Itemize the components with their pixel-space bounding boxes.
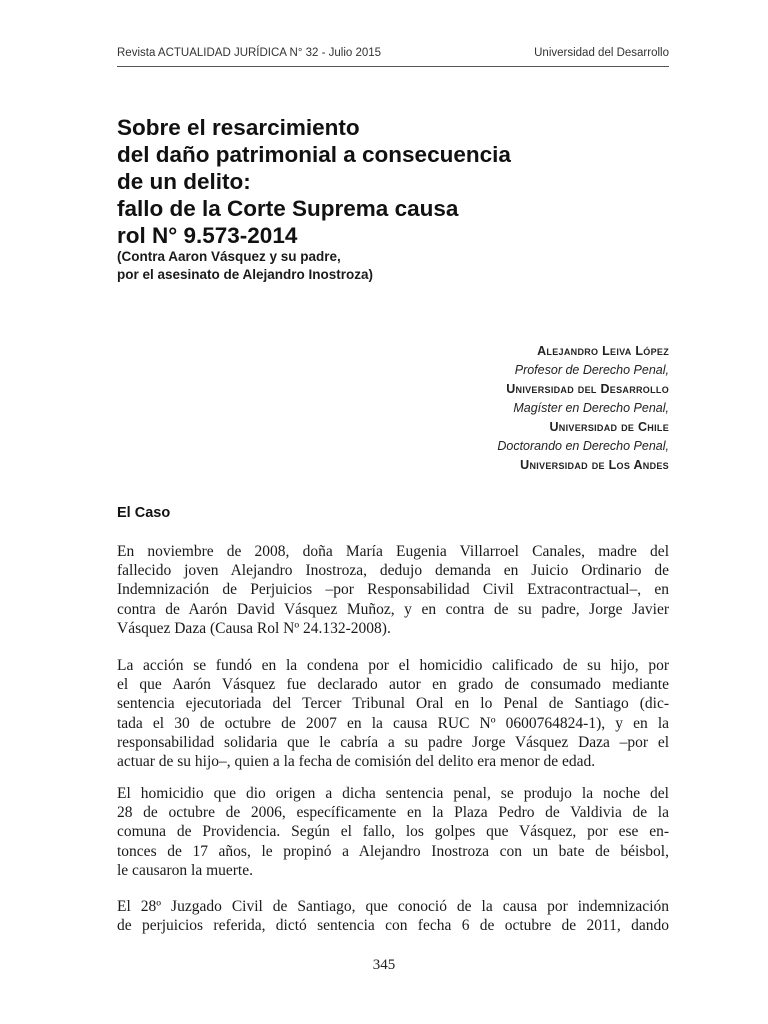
journal-info: Revista ACTUALIDAD JURÍDICA N° 32 - Julio 2015 bbox=[117, 47, 382, 59]
paragraph-line: contra de Aarón David Vásquez Muñoz, y en contra de su padre, Jorge Javier bbox=[117, 600, 669, 618]
running-header bbox=[117, 47, 669, 59]
paragraph-line: 28 de octubre de 2006, específicamente en la Plaza Pedro de Valdivia de la bbox=[117, 804, 669, 822]
paragraph-line: El 28º Juzgado Civil de Santiago, que conoció de la causa por indemnización bbox=[117, 898, 669, 915]
paragraph-line: le causaron la muerte. bbox=[117, 861, 253, 879]
paragraph-line: Vásquez Daza (Causa Rol Nº 24.132-2008). bbox=[117, 619, 391, 637]
paragraph-line: La acción se fundó en la condena por el homicidio calificado de su hijo, por bbox=[117, 657, 669, 674]
paragraph-line: sentencia ejecutoriada del Tercer Tribunal Oral en lo Penal de Santiago (dic- bbox=[117, 695, 669, 713]
author-block bbox=[269, 342, 669, 475]
institution-name: Universidad del Desarrollo bbox=[534, 47, 669, 59]
title-line: Sobre el resarcimiento bbox=[117, 115, 360, 140]
section-heading: El Caso bbox=[117, 505, 171, 521]
paragraph-line: fallecido joven Alejandro Inostroza, dedujo demanda en Juicio Ordinario de bbox=[117, 562, 669, 580]
author-role: Magíster en Derecho Penal, bbox=[513, 401, 669, 415]
subtitle-line: (Contra Aaron Vásquez y su padre, bbox=[117, 249, 341, 264]
title-line: del daño patrimonial a consecuencia bbox=[117, 142, 511, 167]
paragraph-line: tonces de 17 años, le propinó a Alejandro Inostroza con un bate de béisbol, bbox=[117, 842, 669, 860]
page-number: 345 bbox=[372, 957, 396, 973]
subtitle-line: por el asesinato de Alejandro Inostroza) bbox=[117, 267, 374, 282]
paragraph-line: El homicidio que dio origen a dicha sentencia penal, se produjo la noche del bbox=[117, 785, 669, 802]
body-paragraph bbox=[117, 897, 669, 935]
body-paragraph bbox=[117, 784, 669, 880]
author-affiliation: Universidad de Los Andes bbox=[520, 458, 669, 472]
paragraph-line: comuna de Providencia. Según el fallo, los golpes que Vásquez, por ese en- bbox=[117, 823, 669, 841]
author-name: Alejandro Leiva López bbox=[537, 344, 669, 358]
paragraph-line: actuar de su hijo–, quien a la fecha de comisión del delito era menor de edad. bbox=[117, 753, 596, 771]
author-role: Profesor de Derecho Penal, bbox=[514, 363, 669, 377]
title-line: rol N° 9.573-2014 bbox=[117, 223, 298, 248]
body-paragraph bbox=[117, 656, 669, 771]
author-role: Doctorando en Derecho Penal, bbox=[497, 439, 669, 453]
title-line: de un delito: bbox=[117, 169, 251, 194]
paragraph-line: el que Aarón Vásquez fue declarado autor en grado de consumado mediante bbox=[117, 676, 669, 694]
title-line: fallo de la Corte Suprema causa bbox=[117, 196, 459, 221]
paragraph-line: tada el 30 de octubre de 2007 en la causa RUC Nº 0600764824-1), y en la bbox=[117, 714, 669, 732]
paragraph-line: responsabilidad solidaria que le cabría a su padre Jorge Vásquez Daza –por el bbox=[117, 733, 669, 751]
body-paragraph bbox=[117, 542, 669, 638]
article-subtitle bbox=[117, 248, 637, 284]
author-affiliation: Universidad de Chile bbox=[549, 420, 669, 434]
header-rule bbox=[117, 66, 669, 67]
paragraph-line: Indemnización de Perjuicios –por Responsabilidad Civil Extracontractual–, en bbox=[117, 581, 669, 599]
author-affiliation: Universidad del Desarrollo bbox=[506, 382, 669, 396]
paragraph-line: En noviembre de 2008, doña María Eugenia Villarroel Canales, madre del bbox=[117, 543, 669, 560]
paragraph-line: de perjuicios referida, dictó sentencia con fecha 6 de octubre de 2011, dando bbox=[117, 917, 669, 935]
article-title bbox=[117, 114, 637, 249]
